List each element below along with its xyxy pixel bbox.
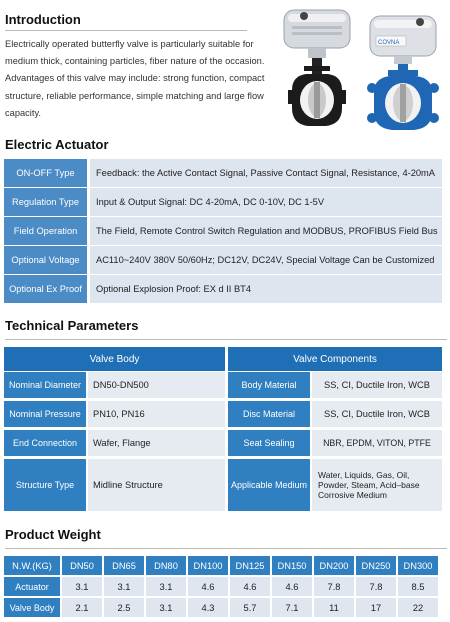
ea-value: Feedback: the Active Contact Signal, Passive Contact Signal, Resistance, 4-20mA [90,159,442,187]
weight-value: 22 [398,598,438,617]
product-weight-divider [5,548,447,549]
weight-header-label: N.W.(KG) [4,556,60,575]
body-param-label: Nominal Pressure [4,401,86,427]
weight-value: 2.5 [104,598,144,617]
component-label: Disc Material [228,401,310,427]
weight-value: 3.1 [146,577,186,596]
weight-value: 4.6 [272,577,312,596]
component-value: Water, Liquids, Gas, Oil, Powder, Steam, Acid–base Corrosive Medium [312,459,442,511]
table-row [4,217,442,245]
component-value: SS, CI, Ductile Iron, WCB [312,401,442,427]
weight-value: 4.3 [188,598,228,617]
technical-parameters-title: Technical Parameters [5,318,139,333]
blue-butterfly-valve-image [362,10,442,134]
weight-value: 7.8 [356,577,396,596]
weight-value: 4.6 [230,577,270,596]
component-value: NBR, EPDM, VITON, PTFE [312,430,442,456]
valve-body-header: Valve Body [4,347,225,371]
weight-value: 4.6 [188,577,228,596]
technical-parameters-divider [5,339,447,340]
ea-value: The Field, Remote Control Switch Regulation and MODBUS, PROFIBUS Field Bus [90,217,442,245]
table-row [4,159,442,187]
weight-size-header: DN300 [398,556,438,575]
product-weight-title: Product Weight [5,527,101,542]
body-param-label: End Connection [4,430,86,456]
ea-value: Optional Explosion Proof: EX d II BT4 [90,275,442,303]
table-row [4,188,442,216]
weight-value: 3.1 [146,598,186,617]
ea-label: Optional Ex Proof [4,275,87,303]
weight-value: 11 [314,598,354,617]
weight-value: 7.1 [272,598,312,617]
weight-value: 2.1 [62,598,102,617]
ea-value: Input & Output Signal: DC 4-20mA, DC 0-10V, DC 1-5V [90,188,442,216]
ea-label: Regulation Type [4,188,87,216]
weight-size-header: DN150 [272,556,312,575]
weight-size-header: DN250 [356,556,396,575]
weight-size-header: DN50 [62,556,102,575]
ea-label: ON-OFF Type [4,159,87,187]
brand-logo-text: COVNA [378,40,400,46]
component-label: Body Material [228,372,310,398]
component-value: SS, CI, Ductile Iron, WCB [312,372,442,398]
weight-value: 5.7 [230,598,270,617]
weight-value: 7.8 [314,577,354,596]
weight-value: 3.1 [104,577,144,596]
component-label: Seat Sealing [228,430,310,456]
table-row [4,275,442,303]
weight-row-label: Actuator [4,577,60,596]
body-param-value: Wafer, Flange [88,430,225,456]
body-param-value: DN50-DN500 [88,372,225,398]
body-param-value: Midline Structure [88,459,225,511]
introduction-text: Electrically operated butterfly valve is particularly suitable for medium thick, containing particles, fiber nature of the occasion. Advantages of this valve may include: strong function, compact structure, reliable performance, simple matching and large flow capacity. [5,39,265,118]
ea-value: AC110~240V 380V 50/60Hz; DC12V, DC24V, Special Voltage Can be Customized [90,246,442,274]
weight-row-label: Valve Body [4,598,60,617]
weight-value: 3.1 [62,577,102,596]
body-param-label: Structure Type [4,459,86,511]
ea-label: Optional Voltage [4,246,87,274]
body-param-label: Nominal Diameter [4,372,86,398]
black-butterfly-valve-image [278,4,356,132]
weight-size-header: DN65 [104,556,144,575]
ea-label: Field Operation [4,217,87,245]
weight-value: 8.5 [398,577,438,596]
component-label: Applicable Medium [228,459,310,511]
weight-value: 17 [356,598,396,617]
table-row [4,246,442,274]
weight-size-header: DN80 [146,556,186,575]
weight-size-header: DN125 [230,556,270,575]
valve-components-header: Valve Components [228,347,442,371]
introduction-title: Introduction [5,12,81,27]
introduction-divider [5,30,247,31]
body-param-value: PN10, PN16 [88,401,225,427]
electric-actuator-title: Electric Actuator [5,137,109,152]
weight-size-header: DN200 [314,556,354,575]
weight-size-header: DN100 [188,556,228,575]
